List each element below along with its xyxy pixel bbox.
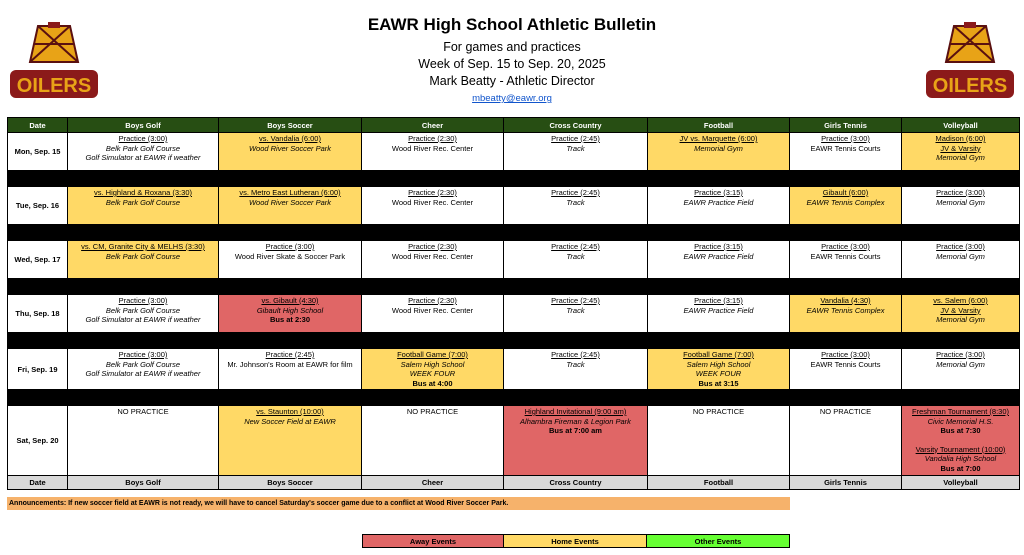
col-footer-date: Date [8, 476, 68, 490]
event-cell [648, 133, 790, 171]
col-header-football: Football [648, 118, 790, 133]
row-separator [8, 390, 1020, 406]
event-note: Mr. Johnson's Room at EAWR for film [227, 359, 353, 369]
event-location: Golf Simulator at EAWR if weather [85, 315, 201, 324]
event-cell [68, 349, 219, 390]
event-location: EAWR Practice Field [683, 197, 754, 207]
event-title: vs. Gibault (4:30) [261, 296, 319, 305]
col-footer-cheer: Cheer [362, 476, 504, 490]
col-header-volleyball: Volleyball [902, 118, 1020, 133]
event-cell [648, 295, 790, 333]
event-location: EAWR Tennis Complex [806, 197, 885, 207]
event-location: WEEK FOUR [409, 369, 456, 378]
event-cell [504, 349, 648, 390]
bus-time: Bus at 7:00 [940, 463, 981, 473]
event-title: Practice (2:45) [551, 242, 600, 251]
event-cell [362, 241, 504, 279]
day-row [8, 133, 1020, 171]
event-cell [648, 241, 790, 279]
page-title: EAWR High School Athletic Bulletin [367, 15, 657, 34]
event-title: Practice (3:00) [265, 242, 315, 251]
event-location: Wood River Soccer Park [248, 197, 332, 207]
legend-home: Home Events [504, 534, 647, 548]
event-location: Civic Memorial H.S. [927, 416, 994, 426]
event-note: Wood River Rec. Center [391, 143, 474, 153]
day-date: Mon, Sep. 15 [8, 133, 68, 171]
event-cell [648, 349, 790, 390]
event-cell [68, 187, 219, 225]
event-title: Practice (3:15) [694, 188, 743, 197]
event-title: vs. Staunton (10:00) [256, 407, 324, 416]
event-note: Wood River Rec. Center [391, 197, 474, 207]
event-cell [790, 241, 902, 279]
event-location: Memorial Gym [936, 197, 985, 207]
event-title: Football Game (7:00) [397, 350, 468, 359]
day-date: Tue, Sep. 16 [8, 187, 68, 225]
schedule-table [7, 117, 1020, 490]
event-title: Practice (2:45) [265, 350, 315, 359]
event-cell [362, 187, 504, 225]
footer-row [8, 476, 1020, 490]
day-date: Wed, Sep. 17 [8, 241, 68, 279]
logo-text-right: OILERS [932, 75, 1008, 97]
event-title: JV vs. Marquette (6:00) [679, 134, 758, 143]
row-separator [8, 171, 1020, 187]
event-location: Belk Park Golf Course [105, 197, 181, 207]
event-cell [790, 349, 902, 390]
event-cell [790, 133, 902, 171]
bulletin-header [300, 14, 724, 106]
event-location: Belk Park Golf Course [105, 251, 181, 261]
event-cell [362, 295, 504, 333]
event-cell [902, 133, 1020, 171]
event-location: Wood River Soccer Park [248, 143, 332, 153]
event-cell [504, 133, 648, 171]
event-note: NO PRACTICE [406, 407, 459, 416]
col-footer-boys-golf: Boys Golf [68, 476, 219, 490]
event-title: Practice (3:00) [936, 242, 985, 251]
separator-cell [8, 333, 1020, 349]
oilers-logo-left [8, 22, 100, 104]
event-title: Gibault (6:00) [822, 188, 869, 197]
spacer [905, 436, 1016, 445]
event-location: EAWR Practice Field [683, 305, 754, 315]
event-cell [790, 295, 902, 333]
event-title: Practice (2:30) [408, 296, 457, 305]
event-location: Memorial Gym [936, 359, 985, 369]
event-title: Practice (2:45) [551, 188, 600, 197]
event-location: WEEK FOUR [695, 369, 742, 378]
col-footer-boys-soccer: Boys Soccer [219, 476, 362, 490]
event-title: Practice (2:30) [408, 134, 457, 143]
event-note: NO PRACTICE [692, 407, 745, 416]
col-header-cross-country: Cross Country [504, 118, 648, 133]
separator-cell [8, 225, 1020, 241]
director-email-link[interactable]: mbeatty@eawr.org [472, 93, 552, 104]
event-cell [362, 349, 504, 390]
col-header-boys-golf: Boys Golf [68, 118, 219, 133]
event-location: Salem High School [400, 359, 465, 369]
day-date: Thu, Sep. 18 [8, 295, 68, 333]
event-cell [219, 187, 362, 225]
col-footer-cross-country: Cross Country [504, 476, 648, 490]
event-cell [362, 133, 504, 171]
event-cell [902, 187, 1020, 225]
bus-time: Bus at 7:00 am [549, 426, 602, 435]
event-title: Practice (2:30) [408, 242, 457, 251]
col-footer-volleyball: Volleyball [902, 476, 1020, 490]
event-cell [219, 295, 362, 333]
event-cell [219, 241, 362, 279]
event-title: Practice (3:00) [118, 134, 168, 143]
day-date: Fri, Sep. 19 [8, 349, 68, 390]
week-range: Week of Sep. 15 to Sep. 20, 2025 [418, 57, 606, 71]
row-separator [8, 225, 1020, 241]
event-title: Football Game (7:00) [683, 350, 754, 359]
logo-text-left: OILERS [16, 75, 92, 97]
announcement-bar: Announcements: If new soccer field at EAWR is not ready, we will have to cancel Saturday's soccer game due to a conflict at Wood River Soccer Park. [7, 497, 790, 510]
day-date: Sat, Sep. 20 [8, 406, 68, 476]
event-cell [504, 406, 648, 476]
event-cell [219, 406, 362, 476]
separator-cell [8, 171, 1020, 187]
event-location: Alhambra Fireman & Legion Park [520, 416, 631, 426]
col-header-girls-tennis: Girls Tennis [790, 118, 902, 133]
event-location: Memorial Gym [936, 153, 985, 162]
separator-cell [8, 279, 1020, 295]
bus-time: Bus at 3:15 [698, 378, 739, 388]
schedule-body [8, 133, 1020, 476]
event-title: JV & Varsity [940, 305, 981, 315]
event-cell [504, 295, 648, 333]
event-note: EAWR Tennis Courts [810, 143, 881, 153]
legend-away: Away Events [362, 534, 504, 548]
event-title: Practice (3:00) [118, 350, 168, 359]
event-title: Practice (3:00) [821, 350, 870, 359]
event-location: Track [566, 359, 585, 369]
event-location: Belk Park Golf Course [105, 305, 181, 315]
event-cell [902, 241, 1020, 279]
event-cell [648, 187, 790, 225]
col-header-date: Date [8, 118, 68, 133]
event-location: Gibault High School [256, 305, 324, 315]
col-header-boys-soccer: Boys Soccer [219, 118, 362, 133]
bus-time: Bus at 2:30 [269, 315, 311, 324]
separator-cell [8, 390, 1020, 406]
oilers-logo-right [924, 22, 1016, 104]
event-cell [504, 187, 648, 225]
event-location: Memorial Gym [936, 315, 985, 324]
event-location: Golf Simulator at EAWR if weather [85, 153, 201, 162]
legend-other: Other Events [647, 534, 790, 548]
event-title: Practice (3:15) [694, 296, 743, 305]
event-location: Salem High School [686, 359, 751, 369]
event-location: Track [566, 143, 585, 153]
event-title: Practice (3:00) [821, 134, 870, 143]
event-title: vs. Highland & Roxana (3:30) [94, 188, 192, 197]
event-title: JV & Varsity [940, 143, 981, 153]
bus-time: Bus at 7:30 [940, 426, 981, 435]
event-title: vs. Metro East Lutheran (6:00) [239, 188, 341, 197]
day-row [8, 187, 1020, 225]
event-note: EAWR Tennis Courts [810, 251, 881, 261]
event-cell [504, 241, 648, 279]
event-location: Memorial Gym [936, 251, 985, 261]
event-cell [219, 133, 362, 171]
event-cell [790, 406, 902, 476]
event-location: Golf Simulator at EAWR if weather [85, 369, 201, 378]
event-cell [648, 406, 790, 476]
event-title: Practice (3:00) [118, 296, 168, 305]
event-title: Practice (2:45) [551, 134, 600, 143]
bus-time: Bus at 4:00 [412, 378, 453, 388]
event-title: Vandalia (4:30) [820, 296, 871, 305]
day-row [8, 406, 1020, 476]
subtitle: For games and practices [443, 40, 581, 54]
director-name: Mark Beatty - Athletic Director [429, 74, 595, 88]
event-note: EAWR Tennis Courts [810, 359, 881, 369]
event-note: Wood River Skate & Soccer Park [234, 251, 346, 261]
event-title: Practice (3:15) [694, 242, 743, 251]
event-cell [790, 187, 902, 225]
event-cell [68, 406, 219, 476]
event-cell [902, 295, 1020, 333]
event-location: Belk Park Golf Course [105, 143, 181, 153]
event-cell [68, 241, 219, 279]
event-location: Memorial Gym [694, 143, 743, 153]
event-cell [902, 349, 1020, 390]
day-row [8, 241, 1020, 279]
event-location: EAWR Practice Field [683, 251, 754, 261]
event-title: Practice (3:00) [936, 188, 985, 197]
row-separator [8, 279, 1020, 295]
event-title: Madison (6:00) [935, 134, 986, 143]
event-location: New Soccer Field at EAWR [244, 416, 336, 426]
event-title: vs. Salem (6:00) [933, 296, 988, 305]
event-title: Varsity Tournament (10:00) [915, 444, 1006, 454]
event-note: NO PRACTICE [117, 407, 169, 416]
event-location: Belk Park Golf Course [105, 359, 181, 369]
event-note: Wood River Rec. Center [391, 305, 474, 315]
event-title: Practice (3:00) [821, 242, 870, 251]
day-row [8, 349, 1020, 390]
event-location: Track [566, 251, 585, 261]
event-title: Highland Invitational (9:00 am) [524, 407, 627, 416]
event-location: EAWR Tennis Complex [806, 305, 885, 315]
event-title: Practice (2:45) [551, 350, 600, 359]
event-cell [362, 406, 504, 476]
event-cell [219, 349, 362, 390]
event-title: Freshman Tournament (8:30) [912, 407, 1009, 416]
event-title: Practice (3:00) [936, 350, 985, 359]
event-cell [902, 406, 1020, 476]
event-title: vs. CM, Granite City & MELHS (3:30) [81, 242, 205, 251]
event-location: Vandalia High School [924, 454, 997, 463]
row-separator [8, 333, 1020, 349]
col-header-cheer: Cheer [362, 118, 504, 133]
event-location: Track [566, 197, 585, 207]
day-row [8, 295, 1020, 333]
event-note: NO PRACTICE [819, 407, 872, 416]
event-cell [68, 133, 219, 171]
event-title: Practice (2:45) [551, 296, 600, 305]
event-title: Practice (2:30) [408, 188, 457, 197]
header-row [8, 118, 1020, 133]
col-footer-football: Football [648, 476, 790, 490]
event-note: Wood River Rec. Center [391, 251, 474, 261]
event-cell [68, 295, 219, 333]
event-title: vs. Vandalia (6:00) [259, 134, 321, 143]
col-footer-girls-tennis: Girls Tennis [790, 476, 902, 490]
event-location: Track [566, 305, 585, 315]
